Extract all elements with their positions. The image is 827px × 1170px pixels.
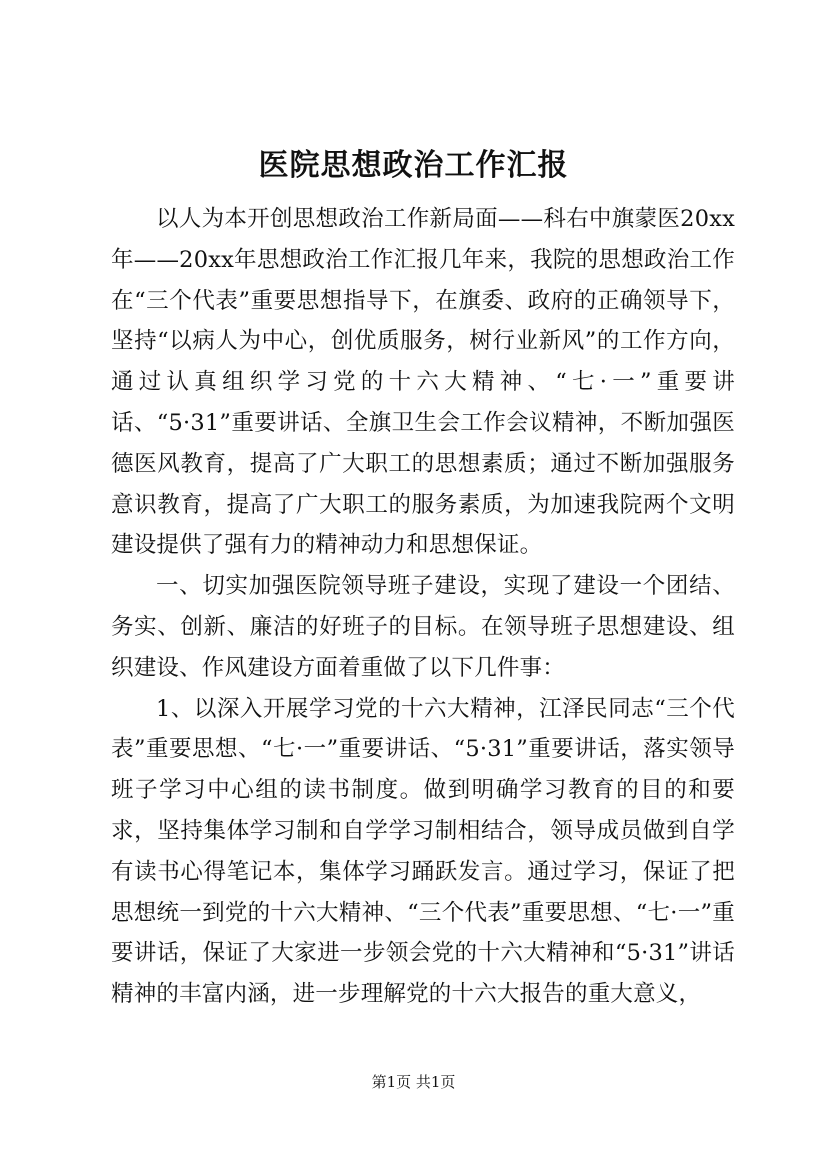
- paragraph-section-one: 一、切实加强医院领导班子建设，实现了建设一个团结、务实、创新、廉洁的好班子的目标。在领导班子思想建设、组织建设、作风建设方面着重做了以下几件事：: [111, 573, 735, 681]
- paragraph-item-one: 1、以深入开展学习党的十六大精神，江泽民同志“三个代表”重要思想、“七·一”重要讲话、“5·31”重要讲话，落实领导班子学习中心组的读书制度。做到明确学习教育的目的和要求，坚持集体学习制和自学学习制相结合，领导成员做到自学有读书心得笔记本，集体学习踊跃发言。通过学习，保证了把思想统一到党的十六大精神、“三个代表”重要思想、“七·一”重要讲话，保证了大家进一步领会党的十六大精神和“5·31”讲话精神的丰富内涵，进一步理解党的十六大报告的重大意义，: [111, 695, 735, 1008]
- page-footer: 第1页 共1页: [371, 1073, 456, 1091]
- paragraph-intro: 以人为本开创思想政治工作新局面——科右中旗蒙医20xx年——20xx年思想政治工作汇报几年来，我院的思想政治工作在“三个代表”重要思想指导下，在旗委、政府的正确领导下，坚持“以病人为中心，创优质服务，树行业新风”的工作方向，通过认真组织学习党的十六大精神、“七·一”重要讲话、“5·31”重要讲话、全旗卫生会工作会议精神，不断加强医德医风教育，提高了广大职工的思想素质；通过不断加强服务意识教育，提高了广大职工的服务素质，为加速我院两个文明建设提供了强有力的精神动力和思想保证。: [111, 206, 735, 559]
- document-title: 医院思想政治工作汇报: [258, 148, 569, 183]
- document-body: [111, 199, 735, 1015]
